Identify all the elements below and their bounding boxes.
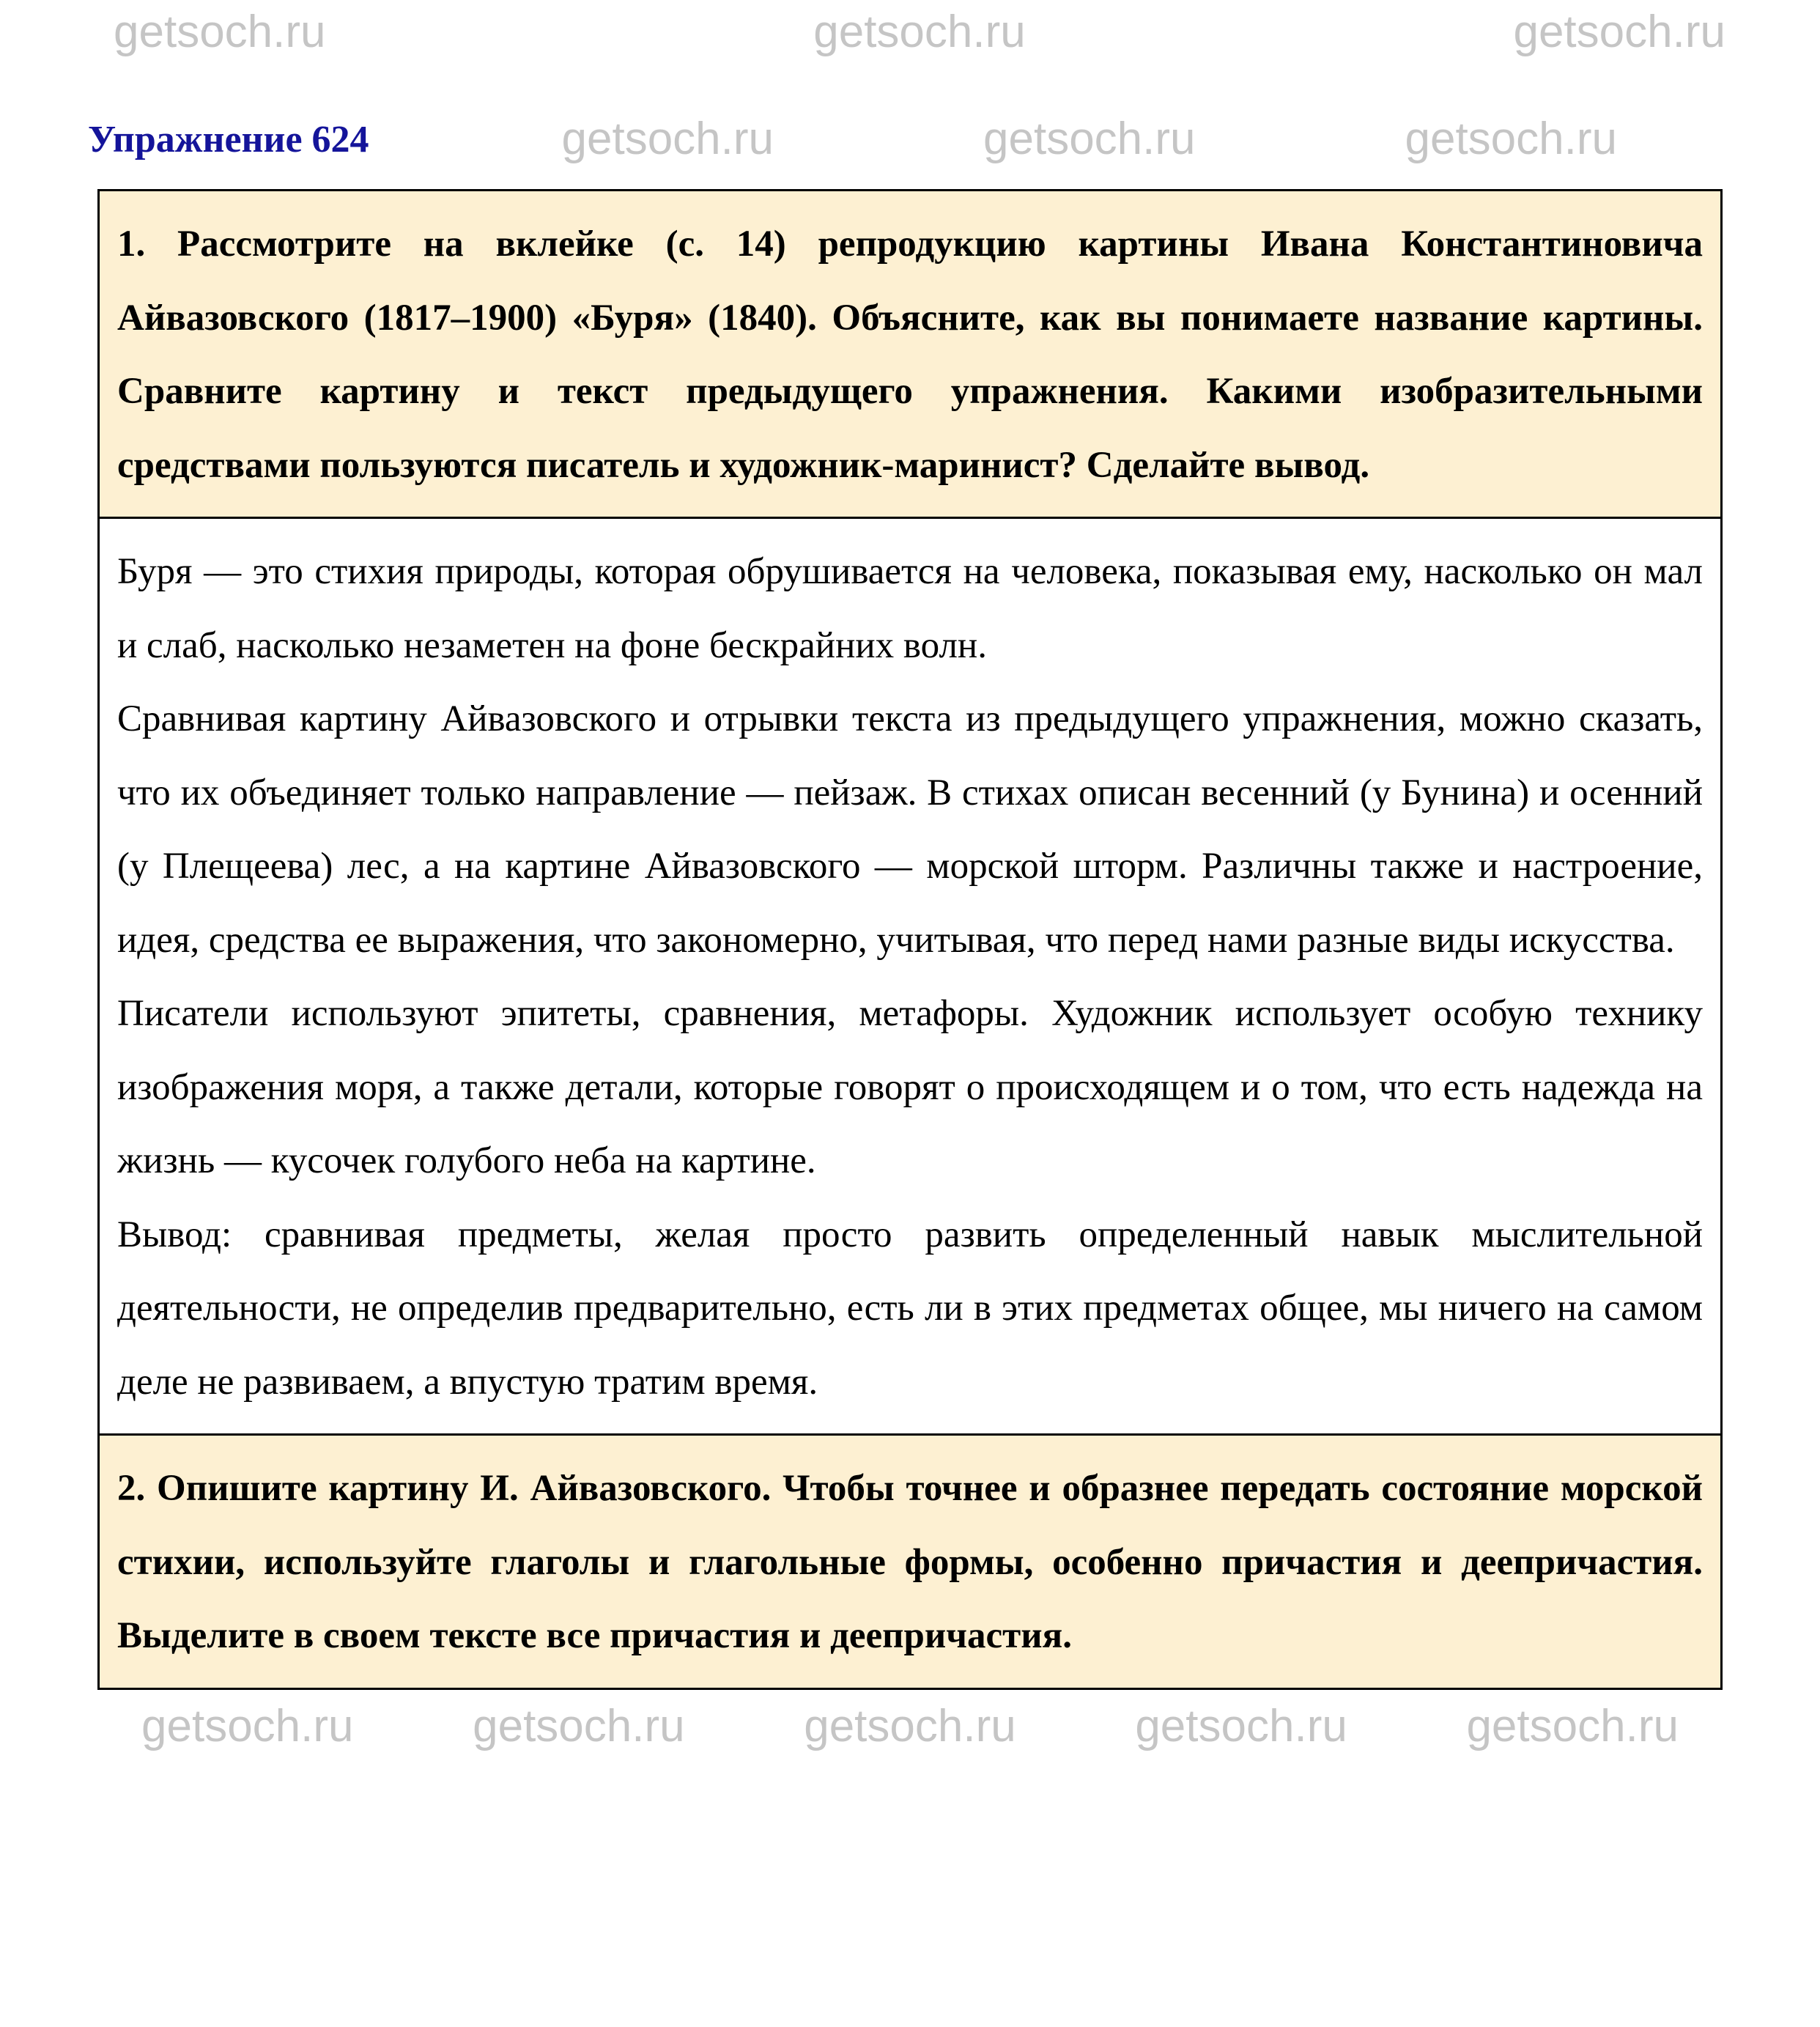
exercise-table — [97, 189, 1723, 1690]
watermark-row-top — [114, 6, 1725, 64]
task-1: 1. Рассмотрите на вклейке (с. 14) репродукцию картины Ивана Константиновича Айвазовского (1817–1900) «Буря» (1840). Объясните, как вы понимаете название картины. Сравните картину и текст предыдущего упражнения. Какими изобразительными средствами пользуются писатель и художник-маринист? Сделайте вывод. — [100, 191, 1720, 517]
answer-paragraph: Сравнивая картину Айвазовского и отрывки текста из предыдущего упражнения, можно сказать, что их объединяет только направление — пейзаж. В стихах описан весенний (у Бунина) и осенний (у Плещеева) лес, а на картине Айвазовского — морской шторм. Различны также и настроение, идея, средства ее выражения, что закономерно, учитывая, что перед нами разные виды искусства. — [117, 698, 1703, 961]
watermark-row-title — [457, 113, 1722, 166]
title-row — [88, 110, 1722, 169]
watermark: getsoch.ru — [1466, 1700, 1679, 1751]
watermark: getsoch.ru — [1513, 7, 1725, 57]
watermark: getsoch.ru — [983, 114, 1196, 164]
watermark: getsoch.ru — [1405, 114, 1617, 164]
answer-1 — [100, 517, 1720, 1433]
answer-paragraph: Вывод: сравнивая предметы, желая просто развить определенный навык мыслительной деятельности, не определив предварительно, есть ли в этих предметах общее, мы ничего на самом деле не развиваем, а впустую тратим время. — [117, 1214, 1703, 1403]
watermark: getsoch.ru — [1135, 1700, 1347, 1751]
answer-paragraph: Буря — это стихия природы, которая обрушивается на человека, показывая ему, насколько он мал и слаб, насколько незаметен на фоне бескрайних волн. — [117, 551, 1703, 666]
watermark: getsoch.ru — [561, 114, 774, 164]
exercise-title: Упражнение 624 — [88, 118, 369, 160]
watermark: getsoch.ru — [114, 7, 326, 57]
watermark: getsoch.ru — [804, 1700, 1016, 1751]
task-2: 2. Опишите картину И. Айвазовского. Чтобы точнее и образнее передать состояние морской стихии, используйте глаголы и глагольные формы, особенно причастия и деепричастия. Выделите в своем тексте все причастия и деепричастия. — [100, 1433, 1720, 1688]
watermark: getsoch.ru — [813, 7, 1026, 57]
watermark: getsoch.ru — [141, 1700, 354, 1751]
watermark: getsoch.ru — [473, 1700, 685, 1751]
watermark-row-bottom — [97, 1700, 1723, 1759]
answer-paragraph: Писатели используют эпитеты, сравнения, метафоры. Художник использует особую технику изображения моря, а также детали, которые говорят о происходящем и о том, что есть надежда на жизнь — кусочек голубого неба на картине. — [117, 993, 1703, 1181]
main-content — [97, 189, 1723, 1759]
